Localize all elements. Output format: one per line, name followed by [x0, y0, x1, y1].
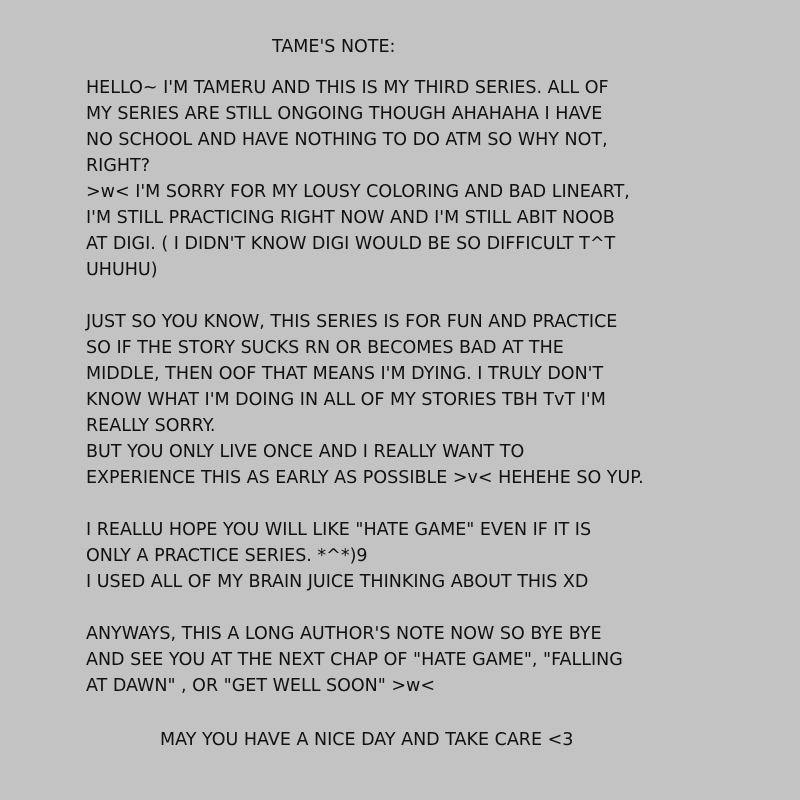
note-line: RIGHT?: [86, 156, 151, 176]
note-line: UHUHU): [86, 260, 158, 280]
note-line: NO SCHOOL AND HAVE NOTHING TO DO ATM SO WHY NOT,: [86, 130, 608, 150]
note-line: I REALLU HOPE YOU WILL LIKE "HATE GAME" EVEN IF IT IS: [86, 520, 592, 540]
paragraph-spacer: [86, 283, 786, 309]
note-body: [86, 75, 786, 699]
note-line: AT DAWN" , OR "GET WELL SOON" >w<: [86, 676, 436, 696]
note-line: HELLO~ I'M TAMERU AND THIS IS MY THIRD SERIES. ALL OF: [86, 78, 609, 98]
note-line: I USED ALL OF MY BRAIN JUICE THINKING ABOUT THIS XD: [86, 572, 589, 592]
note-line: KNOW WHAT I'M DOING IN ALL OF MY STORIES TBH TvT I'M: [86, 390, 606, 410]
note-line: REALLY SORRY.: [86, 416, 216, 436]
note-line: JUST SO YOU KNOW, THIS SERIES IS FOR FUN AND PRACTICE: [86, 312, 618, 332]
paragraph-goodbye: [86, 621, 786, 699]
note-line: >w< I'M SORRY FOR MY LOUSY COLORING AND BAD LINEART,: [86, 182, 630, 202]
paragraph-spacer: [86, 491, 786, 517]
paragraph-fun-and-practice: [86, 309, 786, 491]
closing-message: MAY YOU HAVE A NICE DAY AND TAKE CARE <3: [160, 730, 574, 750]
note-title: TAME'S NOTE:: [272, 37, 396, 57]
note-line: MY SERIES ARE STILL ONGOING THOUGH AHAHAHA I HAVE: [86, 104, 603, 124]
note-line: AND SEE YOU AT THE NEXT CHAP OF "HATE GAME", "FALLING: [86, 650, 623, 670]
note-line: MIDDLE, THEN OOF THAT MEANS I'M DYING. I TRULY DON'T: [86, 364, 604, 384]
paragraph-intro: [86, 75, 786, 283]
note-line: ANYWAYS, THIS A LONG AUTHOR'S NOTE NOW SO BYE BYE: [86, 624, 602, 644]
paragraph-hate-game: [86, 517, 786, 595]
note-line: BUT YOU ONLY LIVE ONCE AND I REALLY WANT TO: [86, 442, 525, 462]
note-line: ONLY A PRACTICE SERIES. *^*)9: [86, 546, 368, 566]
note-line: EXPERIENCE THIS AS EARLY AS POSSIBLE >v< HEHEHE SO YUP.: [86, 468, 644, 488]
note-line: I'M STILL PRACTICING RIGHT NOW AND I'M STILL ABIT NOOB: [86, 208, 615, 228]
note-line: SO IF THE STORY SUCKS RN OR BECOMES BAD AT THE: [86, 338, 564, 358]
paragraph-spacer: [86, 595, 786, 621]
note-line: AT DIGI. ( I DIDN'T KNOW DIGI WOULD BE SO DIFFICULT T^T: [86, 234, 616, 254]
